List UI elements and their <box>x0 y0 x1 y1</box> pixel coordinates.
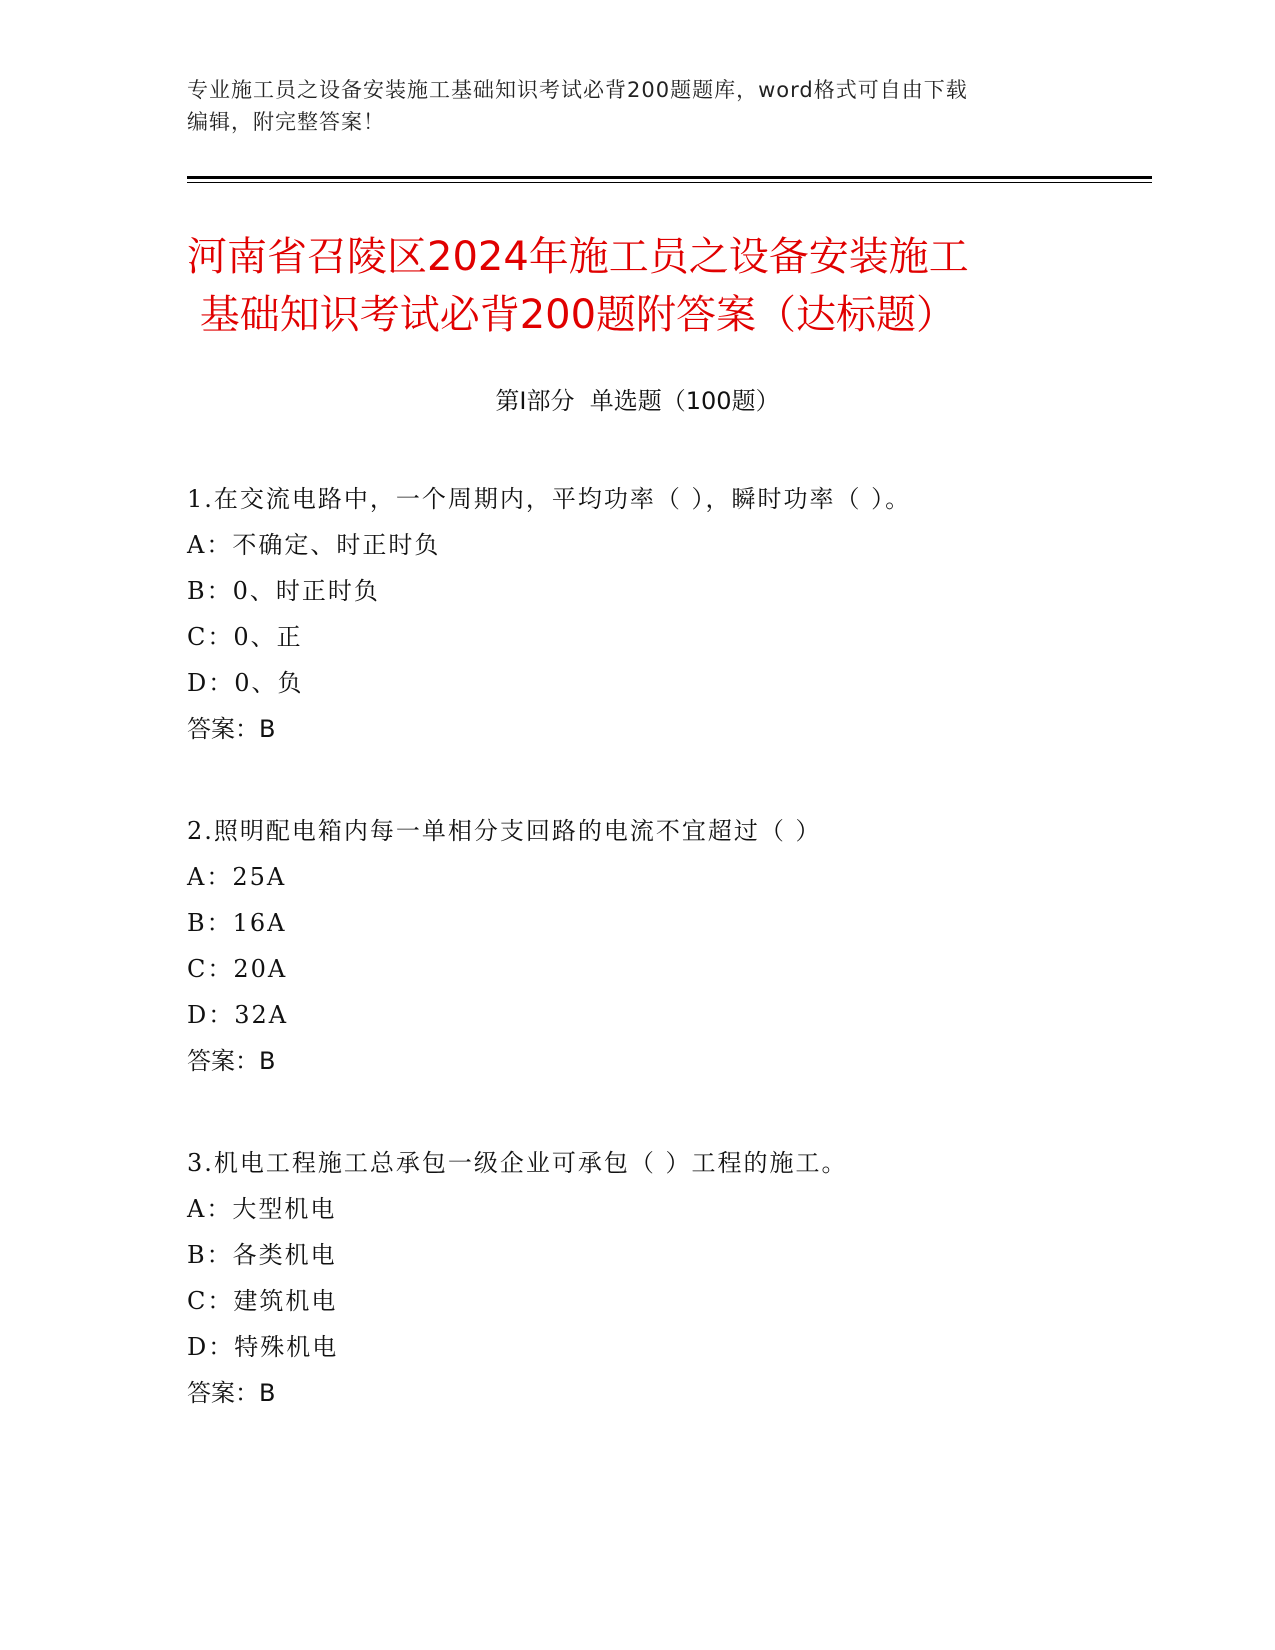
option-a: A：25A <box>187 863 287 891</box>
option-c: C：建筑机电 <box>187 1287 338 1315</box>
option-b: B：0、时正时负 <box>187 577 380 605</box>
header-note-line-2: 编辑，附完整答案！ <box>187 110 385 134</box>
option-d: D：特殊机电 <box>187 1333 339 1361</box>
option-c: C：20A <box>187 955 288 983</box>
option-b: B：16A <box>187 909 287 937</box>
option-c: C：0、正 <box>187 623 303 651</box>
question-stem: 3.机电工程施工总承包一级企业可承包（ ）工程的施工。 <box>187 1149 848 1177</box>
document-title-line-1: 河南省召陵区2024年施工员之设备安装施工 <box>187 234 969 280</box>
question-item <box>187 808 1147 1084</box>
header-rule-thick <box>187 176 1152 179</box>
option-d: D：0、负 <box>187 669 304 697</box>
document-title-line-2: 基础知识考试必背200题附答案（达标题） <box>187 292 957 338</box>
header-rule-thin <box>187 182 1152 183</box>
option-b: B：各类机电 <box>187 1241 337 1269</box>
answer-line: 答案：B <box>187 715 276 743</box>
header-note <box>187 74 1067 138</box>
header-note-line-1: 专业施工员之设备安装施工基础知识考试必背200题题库，word格式可自由下载 <box>187 78 968 102</box>
option-d: D：32A <box>187 1001 289 1029</box>
option-a: A：大型机电 <box>187 1195 337 1223</box>
document-title <box>187 228 1117 344</box>
question-item <box>187 476 1147 752</box>
question-stem: 2.照明配电箱内每一单相分支回路的电流不宜超过（ ） <box>187 817 822 845</box>
answer-line: 答案：B <box>187 1047 276 1075</box>
question-item <box>187 1140 1147 1416</box>
option-a: A：不确定、时正时负 <box>187 531 441 559</box>
question-list <box>187 476 1147 1472</box>
section-heading: 第Ⅰ部分 单选题（100题） <box>495 387 780 415</box>
question-stem: 1.在交流电路中，一个周期内，平均功率（ ），瞬时功率（ ）。 <box>187 485 912 513</box>
answer-line: 答案：B <box>187 1379 276 1407</box>
